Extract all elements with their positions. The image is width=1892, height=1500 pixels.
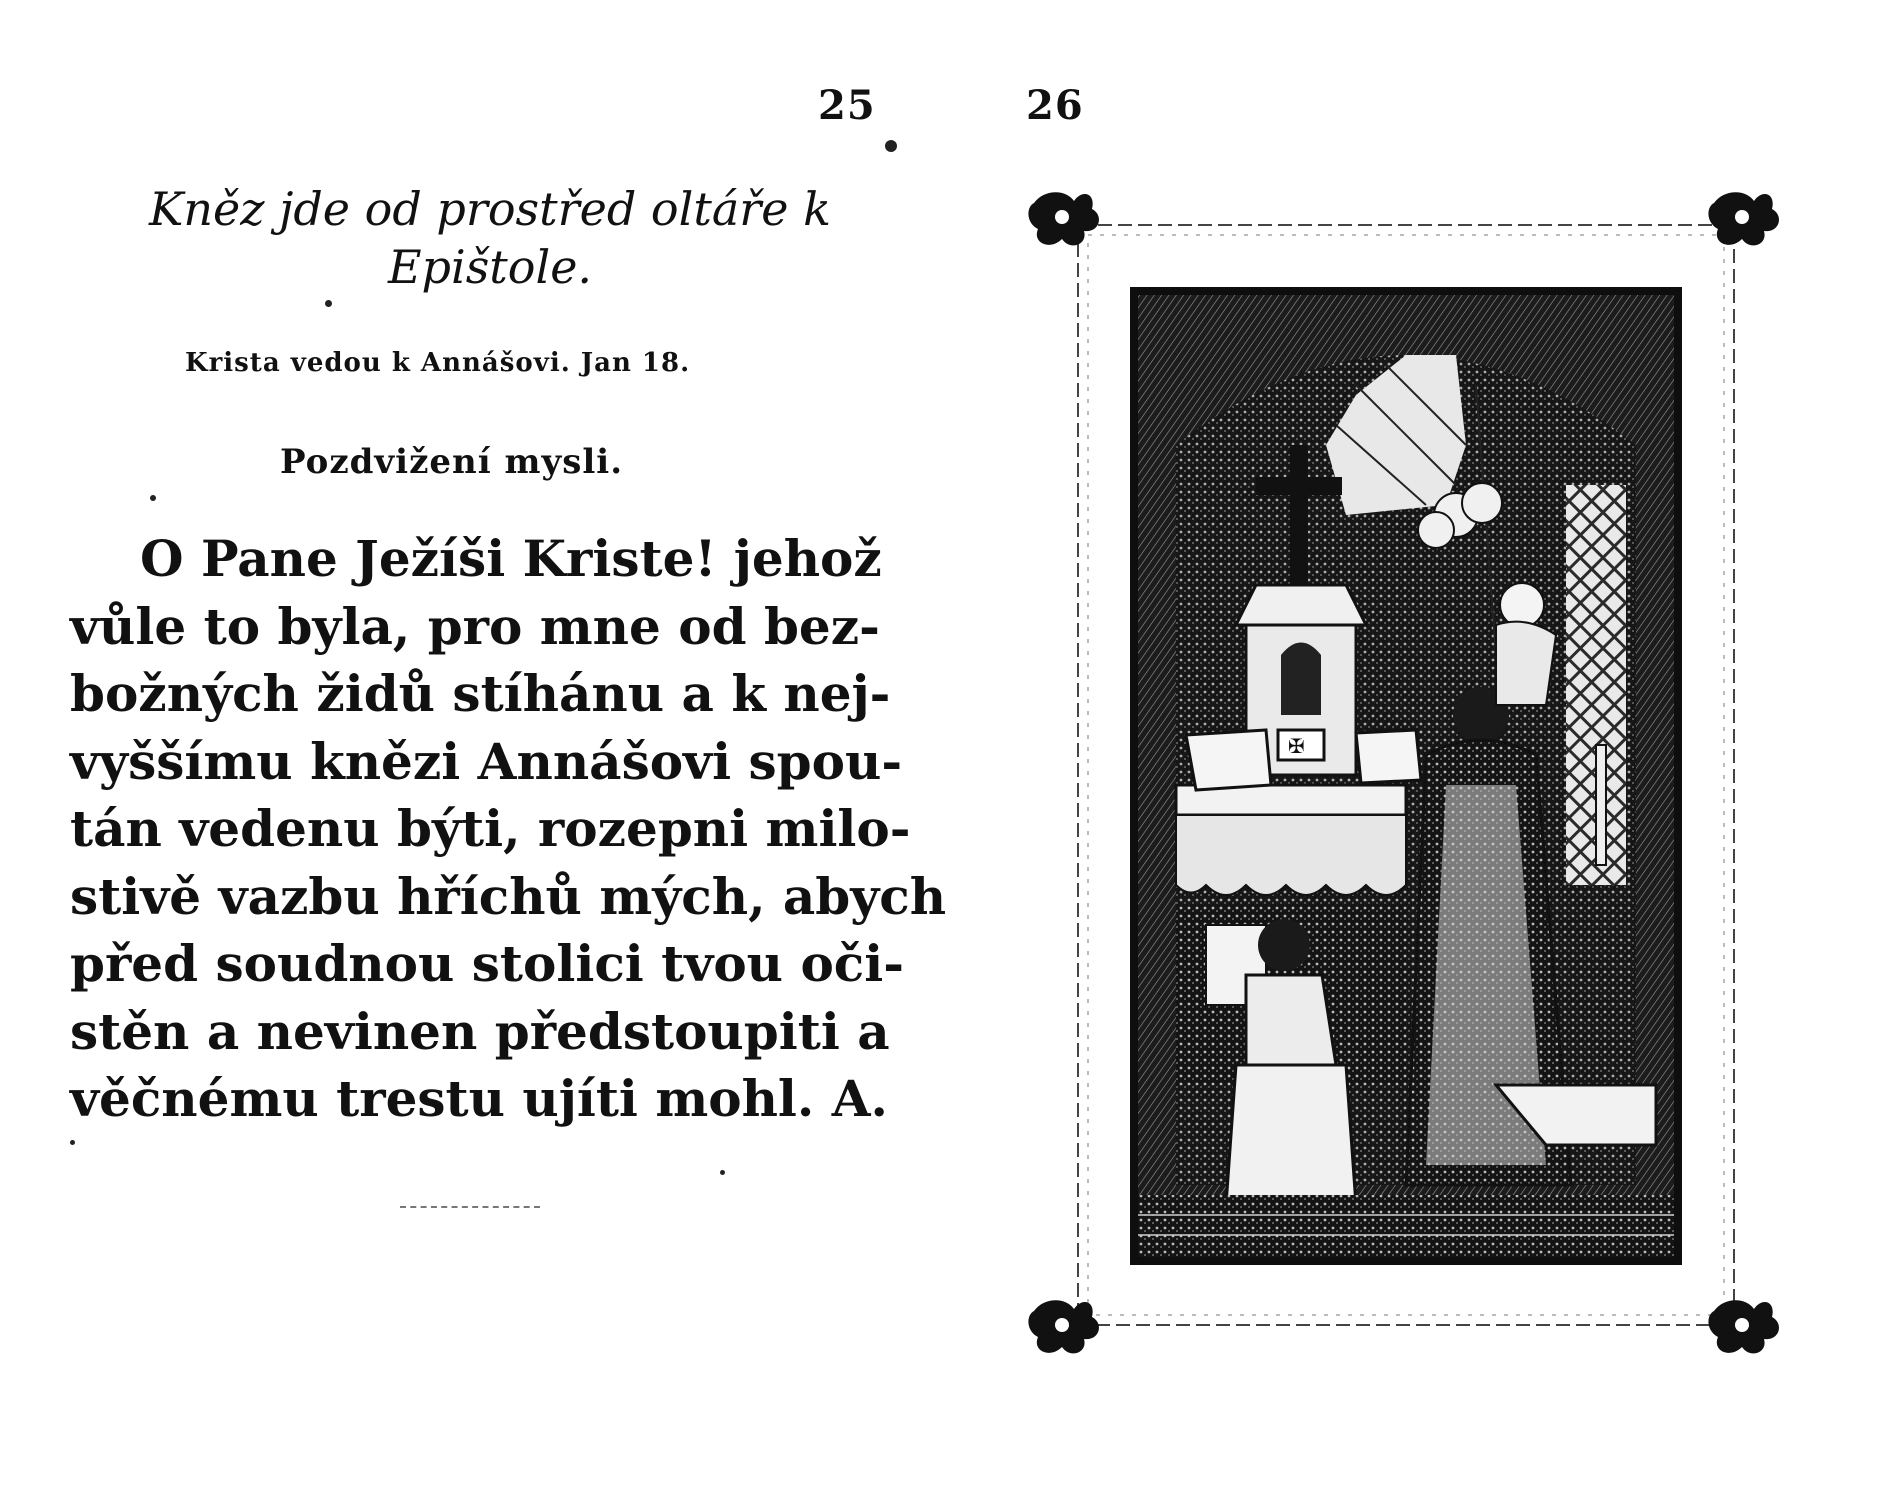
prayer-line: O Pane Ježíši Kriste! jehož: [140, 529, 882, 588]
prayer-line: tán vedenu býti, rozepni milo-: [70, 799, 911, 858]
prayer-title: Pozdvižení mysli.: [280, 442, 624, 482]
svg-text:✠: ✠: [1288, 734, 1305, 758]
page-number-left: 25: [818, 82, 876, 129]
prayer-line: vůle to byla, pro mne od bez-: [70, 596, 880, 656]
prayer-line: vyššímu knězi Annášovi spou-: [70, 731, 903, 791]
prayer-line: před soudnou stolici tvou oči-: [70, 934, 904, 993]
prayer-text: [70, 525, 947, 1133]
section-heading: Kněz jde od prostřed oltáře k Epištole.: [149, 182, 831, 294]
prayer-line: stěn a nevinen předstoupiti a: [70, 1001, 890, 1061]
prayer-line: věčnému trestu ujíti mohl. A.: [70, 1069, 888, 1128]
woodcut-mass-altar-icon: [1026, 185, 1786, 1365]
divider-rule: [400, 1206, 540, 1208]
page-number-right: 26: [1026, 82, 1084, 129]
right-page: [946, 0, 1892, 1500]
prayer-line: stivě vazbu hříchů mých, abych: [70, 866, 947, 926]
scripture-reference: Krista vedou k Annášovi. Jan 18.: [185, 348, 691, 378]
prayer-line: božných židů stíhánu a k nej-: [70, 664, 891, 723]
